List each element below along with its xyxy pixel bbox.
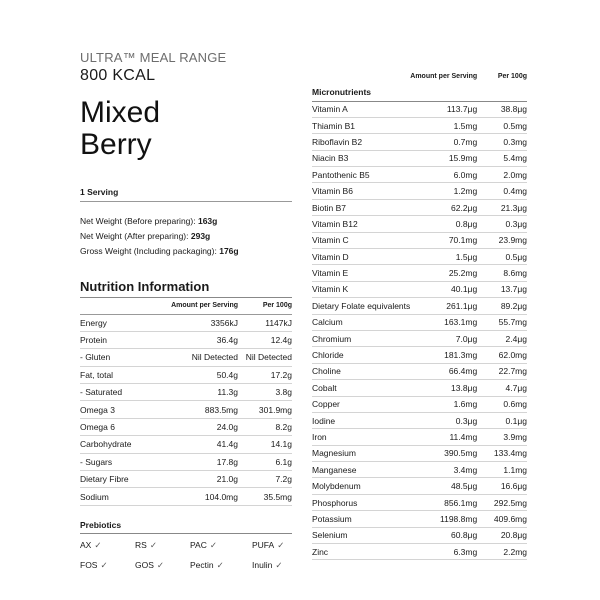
nutrient-name: Vitamin E bbox=[312, 265, 410, 281]
net-weight-after-value: 293g bbox=[190, 231, 211, 241]
amount-per-100g: Nil Detected bbox=[238, 349, 292, 366]
prebiotics-title: Prebiotics bbox=[80, 520, 292, 534]
amount-per-100g: 409.6mg bbox=[477, 511, 527, 527]
micronutrient-row bbox=[312, 216, 527, 232]
amount-per-100g: 21.3μg bbox=[477, 199, 527, 215]
prebiotic-item bbox=[252, 540, 292, 551]
micronutrient-row bbox=[312, 511, 527, 527]
amount-per-serving: 11.3g bbox=[171, 384, 238, 401]
amount-per-serving: 261.1μg bbox=[410, 298, 477, 314]
micronutrient-row bbox=[312, 396, 527, 412]
amount-per-serving: 41.4g bbox=[171, 436, 238, 453]
amount-per-serving: 163.1mg bbox=[410, 314, 477, 330]
amount-per-serving: 21.0g bbox=[171, 471, 238, 488]
nutrient-name: Calcium bbox=[312, 314, 410, 330]
gross-weight-label: Gross Weight (Including packaging): bbox=[80, 246, 220, 256]
nutrition-row bbox=[80, 436, 292, 453]
micronutrient-row bbox=[312, 249, 527, 265]
nutrient-name: Vitamin K bbox=[312, 281, 410, 297]
micronutrient-row bbox=[312, 445, 527, 461]
prebiotic-label: Inulin bbox=[252, 559, 273, 570]
net-weight-before bbox=[80, 214, 292, 229]
amount-per-100g: 35.5mg bbox=[238, 488, 292, 505]
nutrient-name: Sodium bbox=[80, 488, 171, 505]
prebiotic-item bbox=[135, 540, 190, 551]
micronutrients-blank-header bbox=[312, 68, 410, 84]
nutrition-name-header bbox=[80, 298, 171, 314]
amount-per-serving: 24.0g bbox=[171, 418, 238, 435]
amount-per-100g: 4.7μg bbox=[477, 380, 527, 396]
nutrient-name: Chromium bbox=[312, 330, 410, 346]
micronutrient-row bbox=[312, 494, 527, 510]
check-icon: ✓ bbox=[275, 559, 283, 570]
micronutrient-row bbox=[312, 478, 527, 494]
right-column bbox=[312, 68, 527, 560]
micronutrients-table bbox=[312, 68, 527, 560]
amount-per-serving: 40.1μg bbox=[410, 281, 477, 297]
amount-per-serving: 66.4mg bbox=[410, 363, 477, 379]
amount-per-serving: 6.3mg bbox=[410, 544, 477, 560]
amount-per-serving: 113.7μg bbox=[410, 101, 477, 117]
amount-per-100g: 89.2μg bbox=[477, 298, 527, 314]
nutrition-row bbox=[80, 401, 292, 418]
amount-per-serving: 3.4mg bbox=[410, 462, 477, 478]
nutrient-name: Omega 6 bbox=[80, 418, 171, 435]
nutrient-name: Dietary Fibre bbox=[80, 471, 171, 488]
nutrient-name: Phosphorus bbox=[312, 494, 410, 510]
nutrition-row bbox=[80, 453, 292, 470]
micronutrients-amount-header: Amount per Serving bbox=[410, 72, 478, 80]
amount-per-100g: 0.5μg bbox=[477, 249, 527, 265]
amount-per-100g: 3.9mg bbox=[477, 429, 527, 445]
prebiotic-item bbox=[135, 560, 190, 571]
range-label: ULTRA™ MEAL RANGE bbox=[80, 50, 227, 65]
prebiotic-label: RS bbox=[135, 539, 147, 550]
amount-per-100g: 6.1g bbox=[238, 453, 292, 470]
amount-per-100g: 2.0mg bbox=[477, 167, 527, 183]
micronutrient-row bbox=[312, 232, 527, 248]
prebiotic-label: GOS bbox=[135, 559, 154, 570]
amount-per-100g: 3.8g bbox=[238, 384, 292, 401]
amount-per-100g: 0.3mg bbox=[477, 134, 527, 150]
amount-per-100g: 23.9mg bbox=[477, 232, 527, 248]
micronutrients-title-row bbox=[312, 84, 527, 101]
nutrient-name: Dietary Folate equivalents bbox=[312, 298, 410, 314]
micronutrient-row bbox=[312, 462, 527, 478]
micronutrient-row bbox=[312, 199, 527, 215]
amount-per-serving: 60.8μg bbox=[410, 527, 477, 543]
nutrient-name: Selenium bbox=[312, 527, 410, 543]
nutrient-name: Carbohydrate bbox=[80, 436, 171, 453]
check-icon: ✓ bbox=[149, 539, 157, 550]
amount-per-serving: 25.2mg bbox=[410, 265, 477, 281]
prebiotic-item bbox=[252, 560, 292, 571]
amount-per-100g: 38.8μg bbox=[477, 101, 527, 117]
nutrition-table bbox=[80, 298, 292, 506]
amount-per-100g: 55.7mg bbox=[477, 314, 527, 330]
amount-per-100g: 20.8μg bbox=[477, 527, 527, 543]
serving-label: 1 Serving bbox=[80, 187, 292, 202]
micronutrient-row bbox=[312, 281, 527, 297]
nutrition-header-row bbox=[80, 298, 292, 314]
nutrition-row bbox=[80, 418, 292, 435]
amount-per-100g: 292.5mg bbox=[477, 494, 527, 510]
micronutrient-row bbox=[312, 134, 527, 150]
amount-per-serving: 15.9mg bbox=[410, 150, 477, 166]
micronutrient-row bbox=[312, 429, 527, 445]
nutrient-name: Pantothenic B5 bbox=[312, 167, 410, 183]
check-icon: ✓ bbox=[100, 559, 108, 570]
check-icon: ✓ bbox=[209, 539, 217, 550]
nutrient-name: - Gluten bbox=[80, 349, 171, 366]
amount-per-serving: 0.7mg bbox=[410, 134, 477, 150]
nutrient-name: Chloride bbox=[312, 347, 410, 363]
amount-per-100g: 0.4mg bbox=[477, 183, 527, 199]
amount-per-serving: Nil Detected bbox=[171, 349, 238, 366]
nutrition-row bbox=[80, 314, 292, 331]
check-icon: ✓ bbox=[94, 539, 102, 550]
nutrition-row bbox=[80, 366, 292, 383]
amount-per-100g: 0.3μg bbox=[477, 216, 527, 232]
nutrient-name: Molybdenum bbox=[312, 478, 410, 494]
nutrition-title: Nutrition Information bbox=[80, 279, 292, 298]
amount-per-serving: 70.1mg bbox=[410, 232, 477, 248]
micronutrient-row bbox=[312, 298, 527, 314]
nutrient-name: Cobalt bbox=[312, 380, 410, 396]
nutrient-name: Potassium bbox=[312, 511, 410, 527]
nutrient-name: Thiamin B1 bbox=[312, 117, 410, 133]
amount-per-100g: 17.2g bbox=[238, 366, 292, 383]
amount-per-100g: 16.6μg bbox=[477, 478, 527, 494]
net-weight-after-label: Net Weight (After preparing): bbox=[80, 231, 191, 241]
nutrition-row bbox=[80, 349, 292, 366]
nutrient-name: Fat, total bbox=[80, 366, 171, 383]
amount-per-100g: 1.1mg bbox=[477, 462, 527, 478]
amount-per-100g: 0.6mg bbox=[477, 396, 527, 412]
nutrition-amount-header: Amount per Serving bbox=[171, 298, 238, 314]
amount-per-100g: 133.4mg bbox=[477, 445, 527, 461]
micronutrient-row bbox=[312, 380, 527, 396]
nutrient-name: Vitamin A bbox=[312, 101, 410, 117]
weights-block bbox=[80, 214, 292, 259]
prebiotic-item bbox=[190, 560, 252, 571]
micronutrient-row bbox=[312, 527, 527, 543]
amount-per-serving: 1.2mg bbox=[410, 183, 477, 199]
amount-per-100g: 2.2mg bbox=[477, 544, 527, 560]
nutrition-row bbox=[80, 331, 292, 348]
micronutrient-row bbox=[312, 183, 527, 199]
micronutrient-row bbox=[312, 363, 527, 379]
micronutrient-row bbox=[312, 412, 527, 428]
nutrient-name: - Saturated bbox=[80, 384, 171, 401]
check-icon: ✓ bbox=[156, 559, 165, 570]
nutrient-name: Energy bbox=[80, 314, 171, 331]
amount-per-serving: 1.6mg bbox=[410, 396, 477, 412]
prebiotic-label: PUFA bbox=[252, 539, 275, 550]
amount-per-serving: 181.3mg bbox=[410, 347, 477, 363]
amount-per-100g: 0.1μg bbox=[477, 412, 527, 428]
amount-per-serving: 11.4mg bbox=[410, 429, 477, 445]
amount-per-100g: 2.4μg bbox=[477, 330, 527, 346]
prebiotic-item bbox=[80, 540, 135, 551]
amount-per-serving: 390.5mg bbox=[410, 445, 477, 461]
micronutrient-row bbox=[312, 150, 527, 166]
nutrition-row bbox=[80, 488, 292, 505]
nutrient-name: Vitamin B6 bbox=[312, 183, 410, 199]
micronutrients-per100-header: Per 100g bbox=[497, 72, 527, 80]
prebiotic-label: PAC bbox=[190, 539, 207, 550]
nutrient-name: Manganese bbox=[312, 462, 410, 478]
left-column bbox=[80, 50, 292, 571]
nutrient-name: Omega 3 bbox=[80, 401, 171, 418]
net-weight-before-label: Net Weight (Before preparing): bbox=[80, 216, 198, 226]
amount-per-serving: 3356kJ bbox=[171, 314, 238, 331]
amount-per-100g: 5.4mg bbox=[477, 150, 527, 166]
amount-per-100g: 22.7mg bbox=[477, 363, 527, 379]
amount-per-serving: 50.4g bbox=[171, 366, 238, 383]
micronutrients-table-body bbox=[312, 101, 527, 560]
nutrition-row bbox=[80, 384, 292, 401]
prebiotic-label: AX bbox=[80, 539, 92, 550]
nutrient-name: Vitamin D bbox=[312, 249, 410, 265]
nutrition-table-body bbox=[80, 314, 292, 505]
micronutrient-row bbox=[312, 101, 527, 117]
prebiotic-label: Pectin bbox=[190, 559, 214, 570]
amount-per-serving: 48.5μg bbox=[410, 478, 477, 494]
nutrient-name: Magnesium bbox=[312, 445, 410, 461]
nutrient-name: Copper bbox=[312, 396, 410, 412]
nutrition-row bbox=[80, 471, 292, 488]
amount-per-serving: 17.8g bbox=[171, 453, 238, 470]
net-weight-after bbox=[80, 229, 292, 244]
amount-per-100g: 8.2g bbox=[238, 418, 292, 435]
nutrient-name: Zinc bbox=[312, 544, 410, 560]
micronutrients-title: Micronutrients bbox=[312, 84, 527, 101]
amount-per-serving: 883.5mg bbox=[171, 401, 238, 418]
amount-per-serving: 1198.8mg bbox=[410, 511, 477, 527]
amount-per-100g: 62.0mg bbox=[477, 347, 527, 363]
prebiotic-item bbox=[190, 540, 252, 551]
nutrition-per100-header: Per 100g bbox=[238, 298, 292, 314]
nutrient-name: Riboflavin B2 bbox=[312, 134, 410, 150]
micronutrient-row bbox=[312, 544, 527, 560]
amount-per-100g: 13.7μg bbox=[477, 281, 527, 297]
micronutrient-row bbox=[312, 330, 527, 346]
prebiotic-label: FOS bbox=[80, 559, 98, 570]
amount-per-serving: 104.0mg bbox=[171, 488, 238, 505]
amount-per-serving: 36.4g bbox=[171, 331, 238, 348]
prebiotics-grid bbox=[80, 540, 292, 571]
nutrient-name: Choline bbox=[312, 363, 410, 379]
micronutrient-row bbox=[312, 347, 527, 363]
prebiotic-item bbox=[80, 560, 135, 571]
micronutrient-row bbox=[312, 314, 527, 330]
nutrient-name: Vitamin C bbox=[312, 232, 410, 248]
micronutrients-header-row bbox=[312, 68, 527, 84]
product-title-line-1: Mixed bbox=[80, 96, 161, 129]
nutrient-name: Iron bbox=[312, 429, 410, 445]
nutrient-name: Iodine bbox=[312, 412, 410, 428]
kcal-label: 800 KCAL bbox=[80, 67, 156, 84]
amount-per-serving: 0.3μg bbox=[410, 412, 477, 428]
nutrient-name: Vitamin B12 bbox=[312, 216, 410, 232]
nutrient-name: Protein bbox=[80, 331, 171, 348]
micronutrient-row bbox=[312, 265, 527, 281]
amount-per-serving: 856.1mg bbox=[410, 494, 477, 510]
amount-per-100g: 14.1g bbox=[238, 436, 292, 453]
product-title-line-2: Berry bbox=[80, 128, 152, 161]
amount-per-100g: 0.5mg bbox=[477, 117, 527, 133]
amount-per-100g: 12.4g bbox=[238, 331, 292, 348]
amount-per-serving: 13.8μg bbox=[410, 380, 477, 396]
amount-per-serving: 1.5μg bbox=[410, 249, 477, 265]
net-weight-before-value: 163g bbox=[197, 216, 218, 226]
amount-per-100g: 301.9mg bbox=[238, 401, 292, 418]
micronutrient-row bbox=[312, 117, 527, 133]
nutrient-name: Biotin B7 bbox=[312, 199, 410, 215]
amount-per-serving: 6.0mg bbox=[410, 167, 477, 183]
amount-per-100g: 1147kJ bbox=[238, 314, 292, 331]
gross-weight-value: 176g bbox=[219, 246, 239, 256]
amount-per-serving: 1.5mg bbox=[410, 117, 477, 133]
nutrient-name: Niacin B3 bbox=[312, 150, 410, 166]
amount-per-100g: 7.2g bbox=[238, 471, 292, 488]
nutrient-name: - Sugars bbox=[80, 453, 171, 470]
amount-per-100g: 8.6mg bbox=[477, 265, 527, 281]
micronutrient-row bbox=[312, 167, 527, 183]
check-icon: ✓ bbox=[216, 559, 224, 570]
amount-per-serving: 62.2μg bbox=[410, 199, 477, 215]
product-title bbox=[80, 97, 292, 161]
gross-weight bbox=[80, 244, 292, 259]
amount-per-serving: 7.0μg bbox=[410, 330, 477, 346]
check-icon: ✓ bbox=[277, 539, 285, 550]
prebiotics-section bbox=[80, 520, 292, 571]
amount-per-serving: 0.8μg bbox=[410, 216, 477, 232]
